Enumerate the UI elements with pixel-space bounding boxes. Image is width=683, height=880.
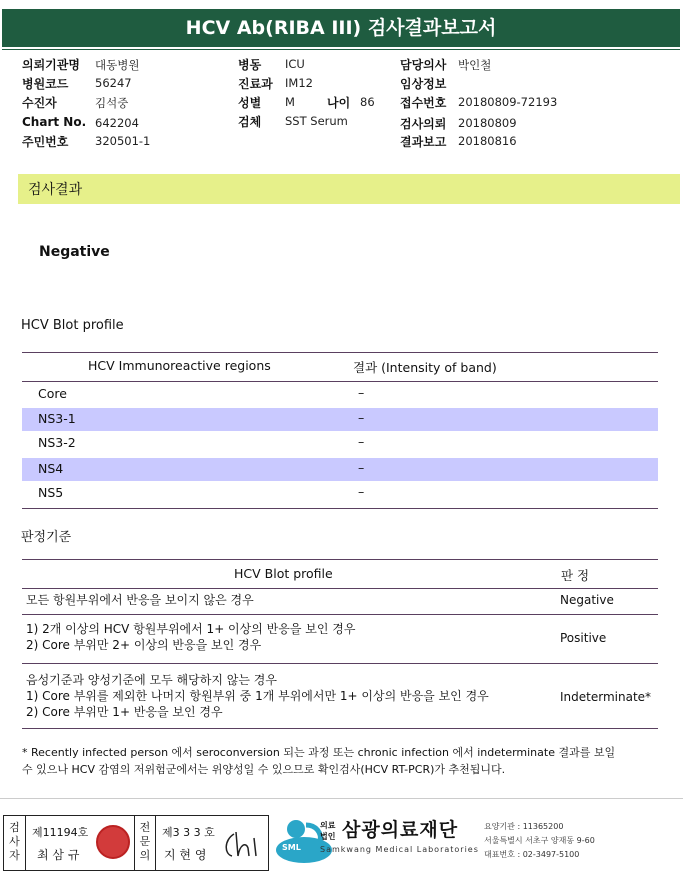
value-chart-no: 642204	[95, 116, 139, 130]
blot-result-ns3-2: –	[358, 434, 365, 449]
blot-header-region: HCV Immunoreactive regions	[88, 358, 271, 373]
blot-header-result: 결과 (Intensity of band)	[353, 360, 497, 375]
footer-divider	[0, 798, 683, 799]
blot-result-core: –	[358, 385, 365, 400]
org-prefix-1: 의료	[320, 821, 336, 830]
criteria-negative-line-1: 모든 항원부위에서 반응을 보이지 않은 경우	[26, 593, 254, 607]
label-age: 나이	[327, 96, 351, 110]
logo-text: SML	[282, 843, 301, 852]
blot-region-ns3-1: NS3-1	[38, 411, 76, 426]
specialist-license: 제3 3 3 호	[162, 826, 215, 839]
result-section-title: 검사결과	[28, 182, 83, 198]
blot-region-core: Core	[38, 386, 67, 401]
criteria-positive-line-1: 1) 2개 이상의 HCV 항원부위에서 1+ 이상의 반응을 보인 경우	[26, 622, 356, 636]
table-row	[22, 432, 658, 455]
value-patient: 김석중	[95, 96, 129, 110]
value-sex: M	[285, 95, 295, 109]
criteria-positive-line-2: 2) Core 부위만 2+ 이상의 반응을 보인 경우	[26, 638, 262, 652]
label-hospital-code: 병원코드	[22, 77, 69, 91]
criteria-row-rule	[22, 614, 658, 615]
value-physician: 박인철	[458, 58, 492, 72]
label-ward: 병동	[238, 58, 262, 72]
signature-box	[3, 815, 269, 871]
footnote-line-2: 수 있으나 HCV 감염의 저위험군에서는 위양성일 수 있으므로 확인검사(HCV RT-PCR)가 추천됩니다.	[22, 763, 506, 776]
blot-region-ns3-2: NS3-2	[38, 435, 76, 450]
blot-table-bottom-rule	[22, 508, 658, 509]
criteria-indeterminate-judge: Indeterminate*	[560, 690, 652, 704]
value-requesting-institution: 대동병원	[95, 58, 140, 72]
signature-icon	[222, 826, 262, 860]
examiner-license: 제11194호	[32, 826, 89, 839]
specialist-name: 지 현 영	[164, 848, 207, 862]
org-prefix-2: 법인	[320, 832, 336, 841]
value-age: 86	[360, 95, 375, 109]
blot-result-ns4: –	[358, 460, 365, 475]
criteria-bottom-rule	[22, 728, 658, 729]
blot-result-ns3-1: –	[358, 410, 365, 425]
result-value: Negative	[39, 244, 110, 260]
examiner-seal	[96, 825, 130, 859]
criteria-header-judgement: 판 정	[561, 568, 590, 583]
organization-address: 서울특별시 서초구 양재동 9-60	[484, 836, 595, 845]
criteria-indeterminate-line-3: 2) Core 부위만 1+ 반응을 보인 경우	[26, 705, 223, 719]
criteria-row-rule	[22, 663, 658, 664]
value-request-date: 20180809	[458, 116, 517, 130]
label-resident-number: 주민번호	[22, 135, 69, 149]
criteria-indeterminate-line-1: 음성기준과 양성기준에 모두 해당하지 않는 경우	[26, 673, 277, 687]
value-accession-number: 20180809-72193	[458, 95, 558, 109]
blot-region-ns4: NS4	[38, 461, 64, 476]
label-accession-number: 접수번호	[400, 96, 447, 110]
value-department: IM12	[285, 76, 313, 90]
examiner-name: 최 삼 규	[37, 848, 80, 862]
criteria-title: 판정기준	[21, 530, 72, 545]
criteria-positive-judge: Positive	[560, 631, 607, 645]
organization-phone: 대표번호 : 02-3497-5100	[484, 850, 580, 859]
facility-code: 요양기관 : 11365200	[484, 822, 564, 831]
organization-name: 삼광의료재단	[342, 819, 459, 841]
value-ward: ICU	[285, 57, 305, 71]
criteria-indeterminate-line-2: 1) Core 부위를 제외한 나머지 항원부위 중 1개 부위에서만 1+ 이상의 반응을 보인 경우	[26, 689, 489, 703]
value-report-date: 20180816	[458, 134, 517, 148]
blot-region-ns5: NS5	[38, 485, 64, 500]
label-sex: 성별	[238, 96, 262, 110]
table-row	[22, 482, 658, 505]
criteria-header-profile: HCV Blot profile	[234, 566, 333, 581]
criteria-negative-judge: Negative	[560, 593, 614, 607]
footnote-line-1: * Recently infected person 에서 seroconversion 되는 과정 또는 chronic infection 에서 indeterminate 결과를 보일	[22, 746, 616, 759]
label-clinical-info: 임상정보	[400, 77, 447, 91]
label-physician: 담당의사	[400, 58, 447, 72]
table-row	[22, 458, 658, 481]
criteria-header-rule	[22, 588, 658, 589]
value-hospital-code: 56247	[95, 76, 132, 90]
label-chart-no: Chart No.	[22, 115, 87, 129]
specialist-label: 전문의	[134, 816, 156, 870]
label-specimen: 검체	[238, 115, 262, 129]
table-row	[22, 383, 658, 406]
table-row	[22, 408, 658, 431]
blot-table-top-rule	[22, 352, 658, 353]
blot-result-ns5: –	[358, 484, 365, 499]
label-report-date: 결과보고	[400, 135, 447, 149]
value-resident-number: 320501-1	[95, 134, 151, 148]
blot-header-rule	[22, 381, 658, 382]
examiner-label: 검사자	[4, 816, 26, 870]
label-request-date: 검사의뢰	[400, 117, 447, 131]
label-requesting-institution: 의뢰기관명	[22, 58, 80, 72]
blot-profile-title: HCV Blot profile	[21, 318, 124, 333]
label-patient: 수진자	[22, 96, 57, 110]
organization-english-name: Samkwang Medical Laboratories	[320, 845, 479, 854]
criteria-top-rule	[22, 559, 658, 560]
result-section-banner	[18, 174, 680, 204]
header-divider	[2, 49, 680, 50]
label-department: 진료과	[238, 77, 273, 91]
report-title: HCV Ab(RIBA III) 검사결과보고서	[2, 9, 680, 47]
value-specimen: SST Serum	[285, 114, 348, 128]
